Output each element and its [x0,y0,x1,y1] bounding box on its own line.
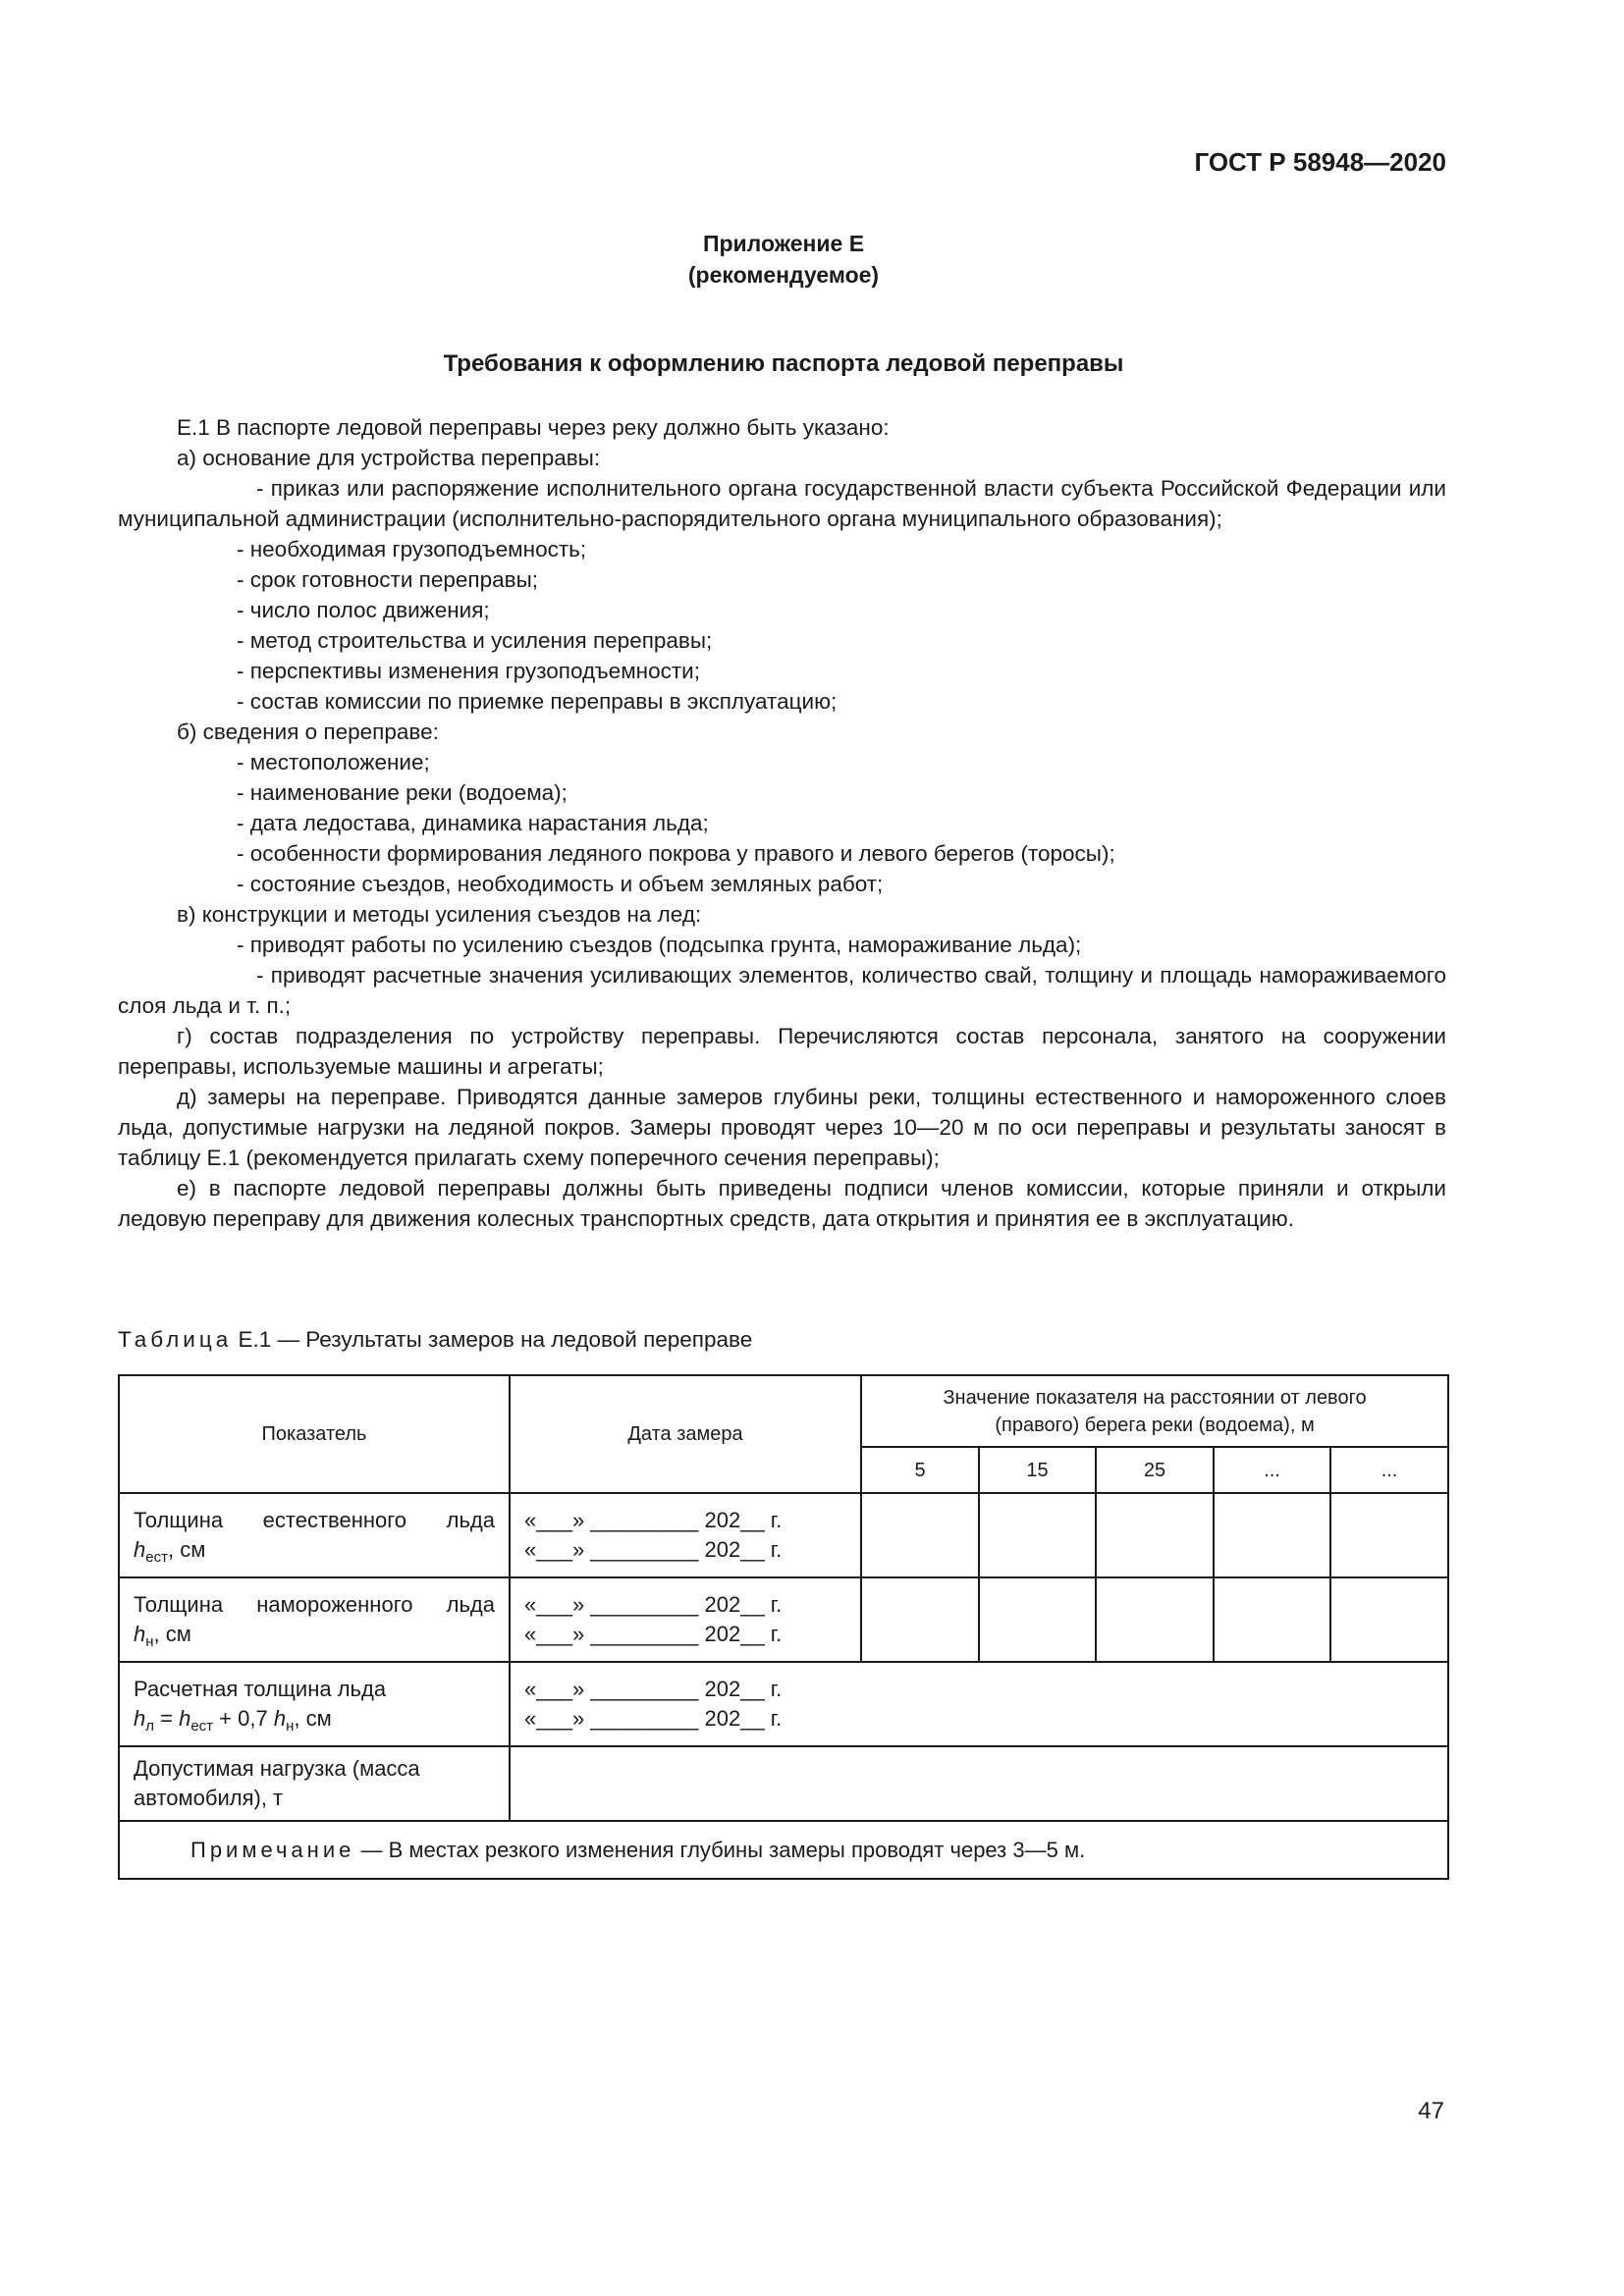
document-code: ГОСТ Р 58948—2020 [1194,147,1446,177]
date-cell [510,1493,861,1577]
row-label-design-ice: Расчетная толщина льда $h_л = h_{ест} + 0,7$ $h_н$, см [119,1662,510,1746]
note-word: Примечание [190,1837,355,1862]
item-d-paragraph: г) состав подразделения по устройству переправы. Перечисляются состав персонала, занятого на сооружении переправы, используемые машины и агрегаты; [118,1024,1446,1079]
item-b-bullet: - дата ледостава, динамика нарастания льда; [237,811,709,835]
item-a-bullet: - перспективы изменения грузоподъемности; [237,659,700,683]
date-line: «___» _________ 202__ г. [524,1508,783,1532]
date-cell [510,1577,861,1662]
distance-col: 15 [979,1447,1096,1493]
section-title: Требования к оформлению паспорта ледовой переправы [443,350,1124,377]
row-label-allowed-load: Допустимая нагрузка (масса автомобиля), т [119,1746,510,1821]
date-line: «___» _________ 202__ г. [524,1592,783,1617]
table-caption [118,1327,752,1353]
requirements-text [118,412,1446,1234]
appendix-status: (рекомендуемое) [687,262,880,288]
item-a-bullet: - приказ или распоряжение исполнительного органа государственной власти субъекта Российской Федерации или муниципальной администрации (исполнительно-распорядительного органа муниципального образования); [118,476,1446,531]
item-e-paragraph: д) замеры на переправе. Приводятся данные замеров глубины реки, толщины естественного и намороженного слоев льда, допустимые нагрузки на ледяной покров. Замеры проводят через 10—20 м по оси переправы и результаты заносят в таблицу Е.1 (рекомендуется прилагать схему поперечного сечения переправы); [118,1085,1446,1170]
item-b-bullet: - особенности формирования ледяного покрова у правого и левого берегов (торосы); [237,841,1115,866]
table-caption-text: Е.1 — Результаты замеров на ледовой переправе [238,1327,753,1352]
table-caption-word: Таблица [118,1327,233,1352]
item-c-label: в) конструкции и методы усиления съездов на лед: [177,902,702,927]
note-text: — В местах резкого изменения глубины замеры проводят через 3—5 м. [354,1837,1086,1862]
date-line: «___» _________ 202__ г. [524,1677,783,1701]
distance-col: ... [1214,1447,1330,1493]
table-row [119,1662,1448,1746]
intro-paragraph: Е.1 В паспорте ледовой переправы через реку должно быть указано: [177,415,890,440]
header-distance: Значение показателя на расстоянии от левого (правого) берега реки (водоема), м [861,1375,1448,1447]
date-cell [510,1662,1448,1746]
item-a-bullet: - срок готовности переправы; [237,567,538,592]
table-row [119,1746,1448,1821]
item-b-bullet: - состояние съездов, необходимость и объем земляных работ; [237,872,884,896]
distance-col: 5 [861,1447,979,1493]
item-b-bullet: - наименование реки (водоема); [237,780,568,805]
appendix-title: Приложение Е [702,231,865,256]
item-a-bullet: - число полос движения; [237,598,490,622]
header-indicator: Показатель [119,1375,510,1493]
table-row [119,1493,1448,1577]
distance-col: 25 [1096,1447,1214,1493]
item-a-bullet: - метод строительства и усиления переправы; [237,628,713,653]
date-line: «___» _________ 202__ г. [524,1537,783,1562]
allowed-load-value-cell [510,1746,1448,1821]
item-a-label: а) основание для устройства переправы: [177,446,601,470]
distance-col: ... [1330,1447,1448,1493]
table-note-row [119,1821,1448,1879]
table-row [119,1577,1448,1662]
measurements-table [118,1374,1449,1880]
date-line: «___» _________ 202__ г. [524,1706,783,1731]
item-f-paragraph: е) в паспорте ледовой переправы должны быть приведены подписи членов комиссии, которые приняли и открыли ледовую переправу для движения колесных транспортных средств, дата открытия и принятия ее в эксплуатацию. [118,1176,1446,1231]
item-b-label: б) сведения о переправе: [177,720,439,744]
item-a-bullet: - необходимая грузоподъемность; [237,537,587,561]
table-note [119,1821,1448,1879]
date-line: «___» _________ 202__ г. [524,1622,783,1646]
design-ice-formula: $h_л = h_{ест} + 0,7$ $h_н$, см [134,1706,332,1735]
page-number: 47 [1418,2098,1444,2124]
item-c-bullet: - приводят расчетные значения усиливающих элементов, количество свай, толщину и площадь намораживаемого слоя льда и т. п.; [118,963,1446,1018]
appendix-heading [0,228,1567,291]
row-label-frozen-ice: Толщина намороженного льда $h_н$, см [119,1577,510,1662]
item-b-bullet: - местоположение; [237,750,430,774]
item-c-bullet: - приводят работы по усилению съездов (подсыпка грунта, намораживание льда); [237,933,1082,957]
header-date: Дата замера [510,1375,861,1493]
row-label-natural-ice: Толщина естественного льда $h_{ест}$, см [119,1493,510,1577]
item-a-bullet: - состав комиссии по приемке переправы в эксплуатацию; [237,689,838,714]
